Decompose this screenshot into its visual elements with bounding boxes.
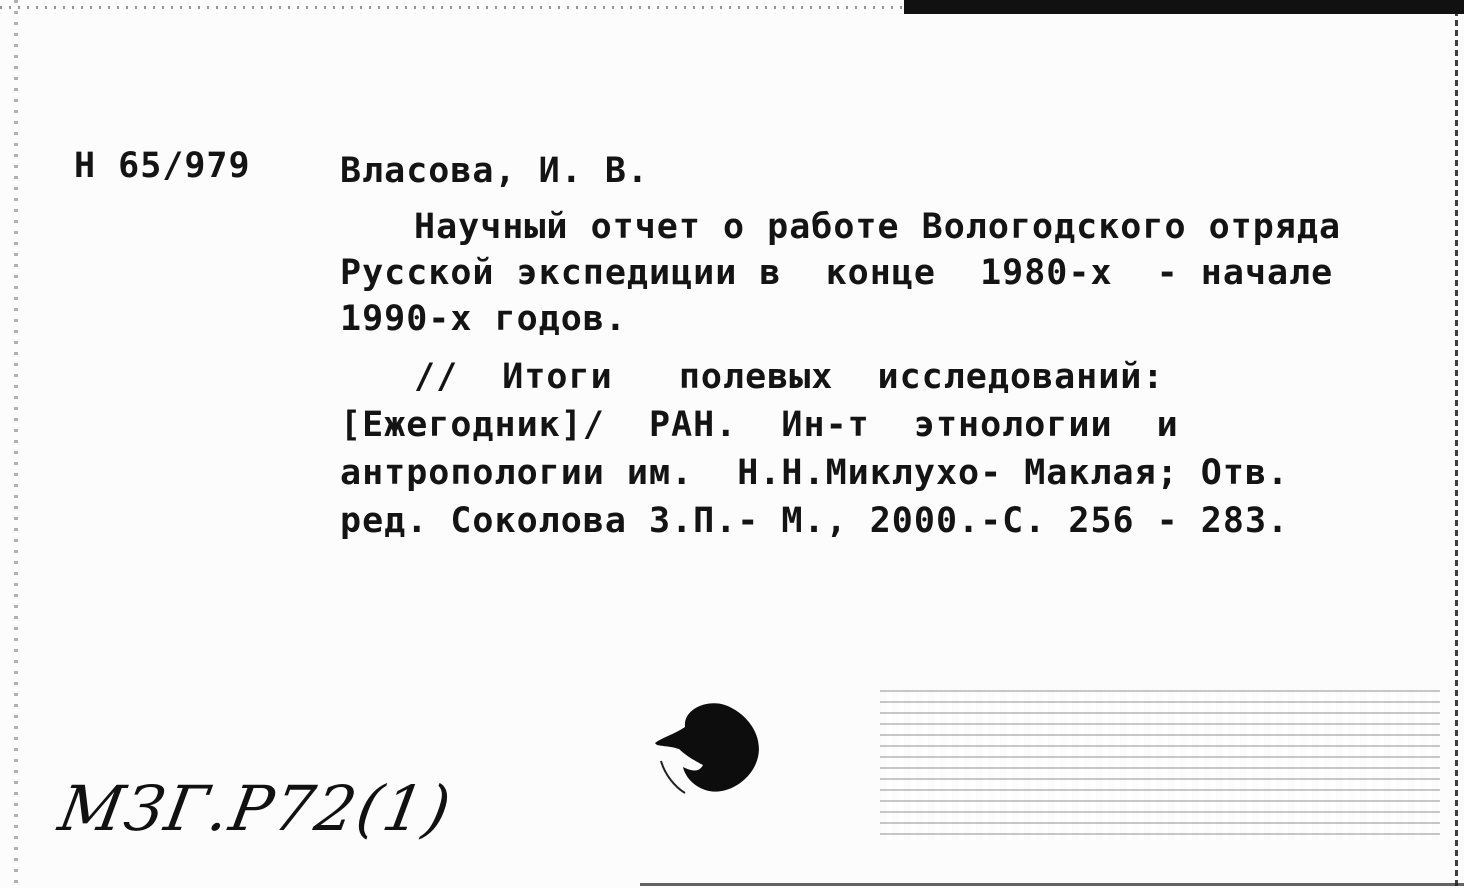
source-line-1: // Итоги полевых исследований: [414, 357, 1165, 397]
card-top-right-edge [904, 0, 1464, 14]
title-line-3: 1990-х годов. [340, 299, 627, 339]
source-line-4: ред. Соколова З.П.- М., 2000.-С. 256 - 283. [340, 501, 1290, 541]
source-line-3: антропологии им. Н.Н.Миклухо- Маклая; Отв. [340, 453, 1290, 493]
scan-noise-area [880, 690, 1440, 840]
card-left-edge [14, 0, 18, 888]
call-number: Н 65/979 [74, 146, 251, 186]
card-bottom-edge [640, 883, 1464, 886]
source-line-2: [Ежегодник]/ РАН. Ин-т этнологии и [340, 405, 1179, 445]
author-line: Власова, И. В. [340, 151, 650, 191]
title-line-1: Научный отчет о работе Вологодского отряда [414, 207, 1342, 247]
title-line-2: Русской экспедиции в конце 1980-х - начале [340, 253, 1334, 293]
card-right-edge [1455, 0, 1458, 888]
punch-hole-icon [655, 695, 765, 805]
handwritten-shelf-code: МЗГ.Р72(1) [53, 772, 458, 845]
